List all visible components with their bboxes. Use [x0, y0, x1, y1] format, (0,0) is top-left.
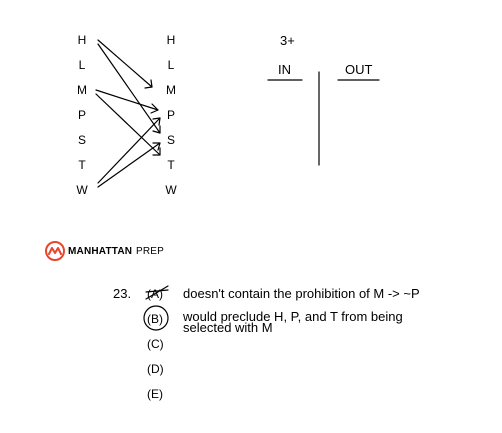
option-b-note-line1: would preclude H, P, and T from being — [183, 309, 403, 324]
option-d-letter: (D) — [147, 362, 164, 376]
right-letter-m: M — [166, 83, 176, 97]
right-letter-w: W — [165, 183, 177, 197]
arrow-h-to-s — [98, 44, 160, 133]
manhattan-prep-logo-icon — [44, 240, 66, 262]
question-number: 23. — [113, 286, 132, 301]
right-letter-s: S — [166, 133, 175, 147]
selection-count: 3+ — [280, 33, 295, 48]
option-e-letter: (E) — [147, 387, 163, 401]
left-letter-t: T — [78, 158, 86, 172]
option-c-letter: (C) — [147, 337, 164, 351]
arrow-m-to-p — [96, 90, 158, 113]
brand-name-light: PREP — [136, 246, 165, 257]
left-letter-w: W — [76, 183, 88, 197]
left-letter-l: L — [78, 58, 86, 72]
option-b-letter: (B) — [147, 312, 163, 326]
arrow-w-to-p — [98, 118, 160, 183]
right-letter-p: P — [166, 108, 175, 122]
left-letter-h: H — [77, 33, 87, 47]
left-letter-s: S — [77, 133, 86, 147]
right-letter-t: T — [167, 158, 175, 172]
right-letter-l: L — [167, 58, 175, 72]
left-letter-p: P — [77, 108, 86, 122]
arrow-m-to-t — [96, 94, 160, 155]
arrow-h-to-m — [98, 40, 152, 88]
right-letter-h: H — [166, 33, 176, 47]
out-label: OUT — [345, 62, 373, 77]
option-b-note-line2: selected with M — [183, 320, 273, 335]
brand-name-bold: MANHATTAN — [68, 246, 133, 257]
in-label: IN — [278, 62, 291, 77]
option-a-letter: (A) — [147, 287, 163, 301]
left-letter-m: M — [77, 83, 87, 97]
option-a-note: doesn't contain the prohibition of M -> ~P — [183, 286, 420, 301]
arrow-w-to-s — [98, 143, 160, 187]
